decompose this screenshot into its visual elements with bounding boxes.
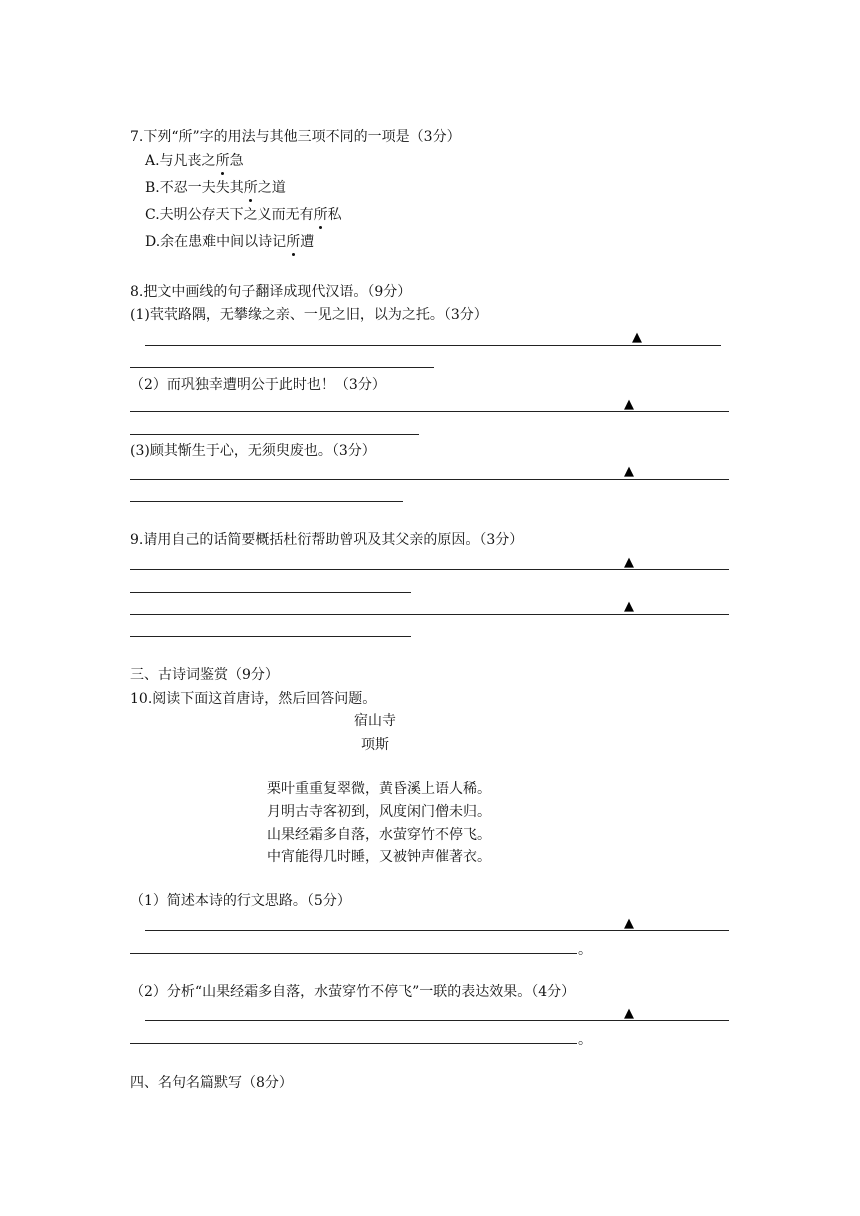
answer-line[interactable] — [130, 479, 729, 480]
section-3-heading: 三、古诗词鉴赏（9分） — [130, 667, 279, 683]
period-mark: 。 — [578, 942, 592, 958]
answer-line[interactable] — [145, 1020, 729, 1021]
option-pre: D.余在患难中间以诗记 — [145, 234, 287, 250]
poem-line: 中宵能得几时睡，又被钟声催著衣。 — [267, 849, 491, 865]
q7-option-d — [145, 233, 314, 251]
answer-line[interactable] — [130, 1043, 577, 1044]
poem-line: 栗叶重重复翠微，黄昏溪上语人稀。 — [267, 781, 491, 797]
section-4-heading: 四、名句名篇默写（8分） — [130, 1075, 293, 1091]
answer-line[interactable] — [130, 592, 411, 593]
emphasis-char: 所 — [243, 180, 258, 196]
option-post: 私 — [327, 207, 342, 223]
answer-line[interactable] — [145, 930, 729, 931]
q7-option-c — [145, 206, 342, 224]
answer-line[interactable] — [130, 367, 434, 368]
q7-option-a — [145, 152, 244, 170]
answer-marker-icon: ▲ — [624, 464, 634, 479]
poem-line: 月明古寺客初到，风度闲门僧未归。 — [267, 804, 491, 820]
answer-marker-icon: ▲ — [624, 1006, 634, 1021]
q9-stem: 9.请用自己的话简要概括杜衍帮助曾巩及其父亲的原因。（3分） — [130, 532, 524, 548]
emphasis-char: 所 — [286, 234, 301, 250]
q7-option-b — [145, 179, 286, 197]
answer-marker-icon: ▲ — [624, 555, 634, 570]
q10-sub-2: （2）分析“山果经霜多自落，水萤穿竹不停飞”一联的表达效果。（4分） — [130, 984, 576, 1000]
answer-line[interactable] — [130, 636, 411, 637]
answer-line[interactable] — [130, 434, 419, 435]
q8-item-3: (3)顾其惭生于心，无须臾废也。（3分） — [130, 443, 376, 459]
q8-stem: 8.把文中画线的句子翻译成现代汉语。（9分） — [130, 284, 412, 300]
answer-line[interactable] — [130, 569, 729, 570]
answer-marker-icon: ▲ — [624, 916, 634, 931]
option-post: 急 — [229, 153, 244, 169]
q10-sub-1: （1）简述本诗的行文思路。（5分） — [130, 893, 351, 909]
answer-marker-icon: ▲ — [624, 599, 634, 614]
q8-item-1: (1)茕茕路隅，无攀缘之亲、一见之旧，以为之托。（3分） — [130, 307, 488, 323]
answer-line[interactable] — [130, 411, 729, 412]
poem-author: 项斯 — [361, 737, 389, 753]
option-pre: B.不忍一夫失其 — [145, 180, 244, 196]
q10-stem: 10.阅读下面这首唐诗，然后回答问题。 — [130, 691, 377, 707]
option-post: 遭 — [300, 234, 315, 250]
answer-line[interactable] — [130, 501, 403, 502]
q8-item-2: （2）而巩独幸遭明公于此时也！（3分） — [130, 377, 386, 393]
poem-title: 宿山寺 — [354, 713, 396, 729]
option-pre: C.夫明公存天下之义而无有 — [145, 207, 314, 223]
option-post: 之道 — [257, 180, 286, 196]
poem-line: 山果经霜多自落，水萤穿竹不停飞。 — [267, 827, 491, 843]
answer-line[interactable] — [145, 345, 721, 346]
emphasis-char: 所 — [215, 153, 230, 169]
answer-marker-icon: ▲ — [624, 397, 634, 412]
answer-marker-icon: ▲ — [632, 330, 642, 345]
q7-stem: 7.下列“所”字的用法与其他三项不同的一项是（3分） — [130, 129, 461, 145]
answer-line[interactable] — [130, 614, 729, 615]
emphasis-char: 所 — [313, 207, 328, 223]
option-pre: A.与凡丧之 — [145, 153, 216, 169]
period-mark: 。 — [578, 1032, 592, 1048]
answer-line[interactable] — [130, 953, 577, 954]
